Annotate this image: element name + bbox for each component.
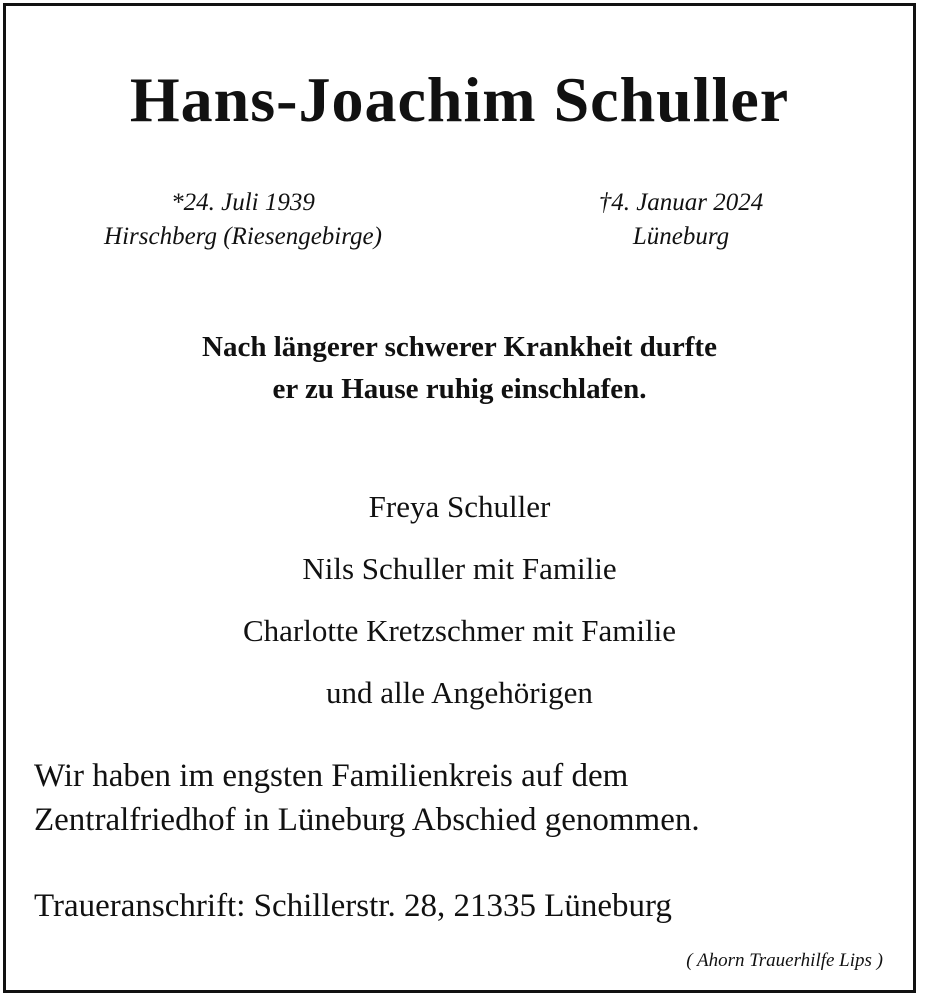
death-info bbox=[501, 186, 861, 254]
obituary-notice bbox=[3, 3, 916, 993]
memorial-message-line-1: Nach längerer schwerer Krankheit durfte bbox=[202, 331, 717, 363]
farewell-line-1: Wir haben im engsten Familienkreis auf dem bbox=[34, 758, 629, 794]
mourner-item: und alle Angehörigen bbox=[326, 675, 593, 710]
farewell-statement bbox=[34, 754, 894, 842]
mourner-item: Freya Schuller bbox=[368, 489, 551, 524]
birth-date: *24. Juli 1939 bbox=[171, 189, 315, 216]
birth-info bbox=[63, 186, 423, 254]
memorial-message-line-2: er zu Hause ruhig einschlafen. bbox=[272, 373, 647, 405]
mourners-list bbox=[6, 476, 913, 724]
birth-place: Hirschberg (Riesengebirge) bbox=[104, 223, 382, 250]
deceased-name: Hans-Joachim Schuller bbox=[129, 64, 790, 135]
death-date: †4. Januar 2024 bbox=[598, 189, 764, 216]
memorial-message bbox=[6, 326, 913, 410]
mourner-item: Nils Schuller mit Familie bbox=[302, 551, 617, 586]
farewell-line-2: Zentralfriedhof in Lüneburg Abschied genommen. bbox=[34, 802, 700, 838]
death-place: Lüneburg bbox=[632, 223, 730, 250]
funeral-home-credit: ( Ahorn Trauerhilfe Lips ) bbox=[686, 950, 883, 971]
mourner-item: Charlotte Kretzschmer mit Familie bbox=[242, 613, 677, 648]
condolence-address: Traueranschrift: Schillerstr. 28, 21335 Lüneburg bbox=[34, 888, 672, 924]
